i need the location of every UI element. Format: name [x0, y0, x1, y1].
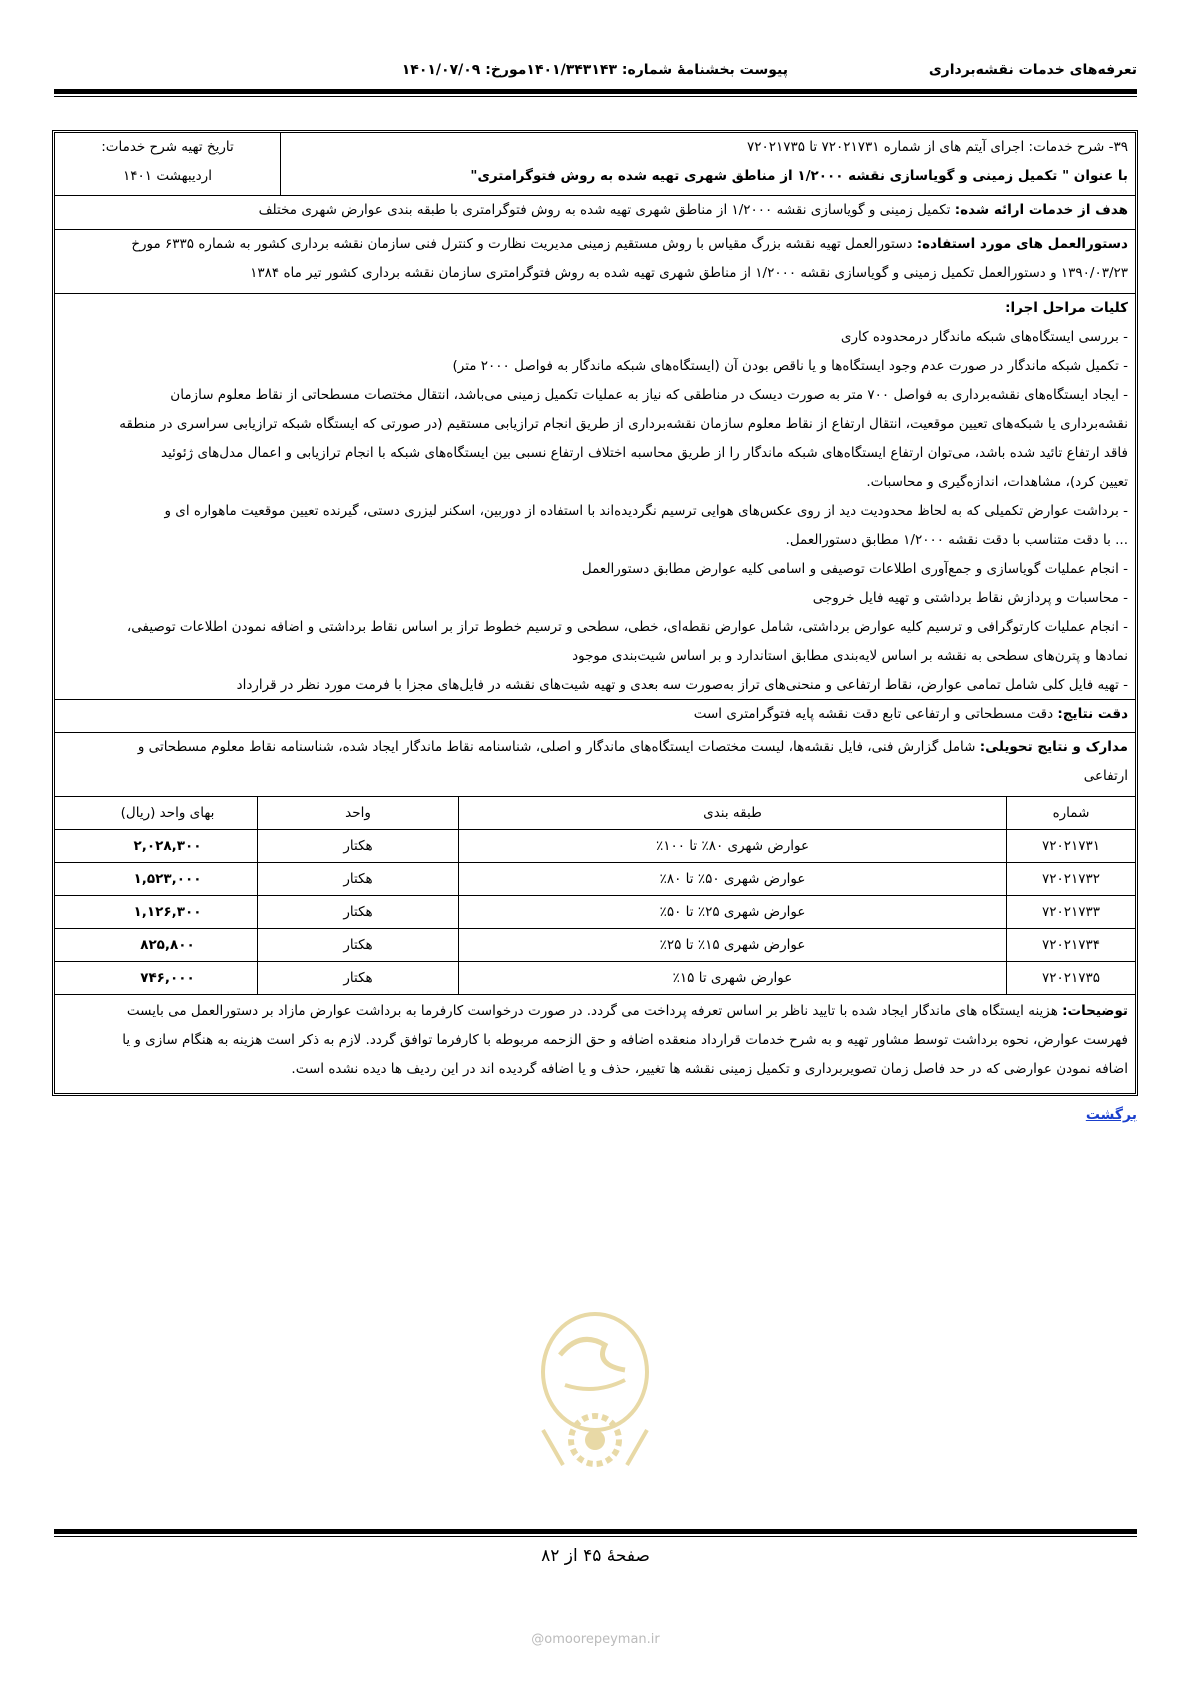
goal-label: هدف از خدمات ارائه شده: [954, 202, 1128, 218]
deliverables-line-1: شامل گزارش فنی، فایل نقشه‌ها، لیست مختصات ایستگاه‌های ماندگار و اصلی، شناسنامه نقاط ماندگار ایجاد شده، شناسنامه نقاط معلوم مسطحاتی و [137, 739, 980, 755]
steps-line: - بررسی ایستگاه‌های شبکه ماندگار درمحدوده کاری [840, 329, 1128, 345]
row-classification: عوارض شهری تا ۱۵٪ [458, 962, 1006, 994]
steps-line: - تکمیل شبکه ماندگار در صورت عدم وجود ایستگاه‌ها و یا ناقص بودن آن (ایستگاه‌های شبکه ماندگار به فواصل ۲۰۰۰ متر) [452, 358, 1128, 374]
row-price: ۱,۵۲۳,۰۰۰ [133, 871, 202, 887]
service-line-1: ۳۹- شرح خدمات: اجرای آیتم های از شماره ۷۲۰۲۱۷۳۱ تا ۷۲۰۲۱۷۳۵ [746, 139, 1128, 155]
footer-divider-thin [54, 1536, 1137, 1537]
instructions-label: دستورالعمل های مورد استفاده: [916, 236, 1128, 252]
steps-line: - محاسبات و پردازش نقاط برداشتی و تهیه فایل خروجی [812, 590, 1128, 606]
steps-line: ... با دقت متناسب با دقت نقشه ۱/۲۰۰۰ مطابق دستورالعمل. [785, 532, 1128, 548]
row-unit: هکتار [257, 896, 458, 928]
service-row [55, 133, 1135, 196]
steps-line: فاقد ارتفاع تائید شده باشد، می‌توان ارتفاع ایستگاه‌های شبکه ماندگار را از طریق محاسبه اختلاف ارتفاع نسبی بین ایستگاه‌های شبکه با انجام ترازیابی و اعمال مدل‌های ژئوئید [160, 445, 1128, 461]
steps-line: - ایجاد ایستگاه‌های نقشه‌برداری به فواصل ۷۰۰ متر به صورت دیسک در مناطقی که نیاز به عملیات تکمیل زمینی می‌باشد، انتقال مختصات مسطحاتی از نقاط معلوم سازمان [170, 387, 1128, 403]
goal-row [55, 196, 1135, 230]
site-watermark: @omoorepeyman.ir [531, 1632, 660, 1647]
row-classification: عوارض شهری ۵۰٪ تا ۸۰٪ [458, 863, 1006, 895]
row-classification: عوارض شهری ۱۵٪ تا ۲۵٪ [458, 929, 1006, 961]
goal-text: تکمیل زمینی و گویاسازی نقشه ۱/۲۰۰۰ از مناطق شهری تهیه شده به روش فتوگرامتری با طبقه بندی عوارض شهری مختلف [258, 202, 955, 218]
row-unit: هکتار [257, 929, 458, 961]
service-description [281, 133, 1135, 195]
table-row [55, 830, 1135, 863]
footer-divider [54, 1529, 1137, 1534]
seal-icon [520, 1310, 670, 1480]
header-price: بهای واحد (ریال) [120, 805, 215, 821]
row-price: ۷۴۶,۰۰۰ [140, 970, 195, 986]
steps-line: نقشه‌برداری یا شبکه‌های تعیین موقعیت، انتقال ارتفاع از نقاط معلوم سازمان نقشه‌برداری از طریق انجام ترازیابی مستقیم (در صورتی که ایستگاه شبکه ترازیابی سراسری در منطقه [119, 416, 1128, 432]
row-classification: عوارض شهری ۲۵٪ تا ۵۰٪ [458, 896, 1006, 928]
notes-row [55, 997, 1135, 1093]
service-date-label: تاریخ تهیه شرح خدمات: [101, 139, 234, 155]
row-classification: عوارض شهری ۸۰٪ تا ۱۰۰٪ [458, 830, 1006, 862]
steps-line: نمادها و پترن‌های سطحی به نقشه بر اساس لایه‌بندی مطابق استاندارد و بر اساس شیت‌بندی موجود [572, 648, 1128, 664]
header-unit: واحد [257, 797, 458, 829]
table-row [55, 863, 1135, 896]
row-price: ۸۲۵,۸۰۰ [140, 937, 195, 953]
price-table [55, 797, 1135, 996]
row-number: ۷۲۰۲۱۷۳۵ [1006, 962, 1135, 994]
accuracy-row [55, 700, 1135, 733]
page-header [54, 56, 1137, 86]
page-number: صفحهٔ ۴۵ از ۸۲ [541, 1546, 650, 1566]
accuracy-label: دقت نتایج: [1057, 706, 1128, 722]
deliverables-line-2: ارتفاعی [1083, 768, 1128, 784]
row-number: ۷۲۰۲۱۷۳۱ [1006, 830, 1135, 862]
header-circular: پیوست بخشنامهٔ شماره: ۱۴۰۱/۳۴۳۱۴۳مورخ: ۱۴۰۱/۰۷/۰۹ [401, 62, 788, 78]
service-date [55, 133, 281, 195]
table-row [55, 962, 1135, 995]
header-divider [54, 89, 1137, 94]
deliverables-label: مدارک و نتایج تحویلی: [979, 739, 1128, 755]
steps-line: - انجام عملیات کارتوگرافی و ترسیم کلیه عوارض برداشتی، شامل عوارض نقطه‌ای، خطی، سطحی و ترسیم خطوط تراز بر اساس نقاط برداشتی و اضافه نمودن اطلاعات توصیفی، [126, 619, 1128, 635]
steps-line: - تهیه فایل کلی شامل تمامی عوارض، نقاط ارتفاعی و منحنی‌های تراز به‌صورت سه بعدی و تهیه شیت‌های نقشه در فایل‌های مجزا با فرمت مورد نظر در قرارداد [236, 677, 1128, 693]
steps-label: کلیات مراحل اجرا: [1005, 300, 1128, 316]
steps-line: - برداشت عوارض تکمیلی که به لحاظ محدودیت دید از روی عکس‌های هوایی ترسیم نگردیده‌اند با استفاده از دوربین، اسکنر لیزری دستی، گیرنده تعیین موقعیت ماهواره ای و [164, 503, 1128, 519]
accuracy-text: دقت مسطحاتی و ارتفاعی تابع دقت نقشه پایه فتوگرامتری است [693, 706, 1058, 722]
notes-label: توضیحات: [1062, 1003, 1128, 1019]
table-row [55, 896, 1135, 929]
notes-line-1: هزینه ایستگاه های ماندگار ایجاد شده با تایید ناظر بر اساس تعرفه پرداخت می گردد. در صورت درخواست کارفرما به برداشت عوارض مازاد بر دستورالعمل می بایست [126, 1003, 1063, 1019]
header-classification: طبقه بندی [458, 797, 1006, 829]
row-price: ۲,۰۲۸,۳۰۰ [133, 838, 202, 854]
instructions-line-1: دستورالعمل تهیه نقشه بزرگ مقیاس با روش مستقیم زمینی مدیریت نظارت و کنترل فنی سازمان نقشه برداری کشور به شماره ۶۳۳۵ مورخ [131, 236, 917, 252]
instructions-line-2: ۱۳۹۰/۰۳/۲۳ و دستورالعمل تکمیل زمینی و گویاسازی نقشه ۱/۲۰۰۰ از مناطق شهری تهیه شده به روش فتوگرامتری سازمان نقشه برداری کشور تیر ماه ۱۳۸۴ [250, 265, 1128, 281]
header-number: شماره [1006, 797, 1135, 829]
row-unit: هکتار [257, 863, 458, 895]
steps-line: - انجام عملیات گویاسازی و جمع‌آوری اطلاعات توصیفی و اسامی کلیه عوارض مطابق دستورالعمل [581, 561, 1128, 577]
table-header-row [55, 797, 1135, 830]
row-number: ۷۲۰۲۱۷۳۴ [1006, 929, 1135, 961]
row-unit: هکتار [257, 962, 458, 994]
service-line-2: با عنوان " تکمیل زمینی و گویاسازی نقشه ۱/۲۰۰۰ از مناطق شهری تهیه شده به روش فتوگرامتری" [470, 168, 1128, 184]
service-frame [52, 130, 1138, 1096]
notes-line-3: اضافه نمودن عوارضی که در حد فاصل زمان تصویربرداری و تکمیل زمینی نقشه ها تغییر، حذف و یا اضافه گردیده اند در این ردیف ها دیده نشده است. [291, 1061, 1128, 1077]
row-number: ۷۲۰۲۱۷۳۲ [1006, 863, 1135, 895]
table-row [55, 929, 1135, 962]
row-unit: هکتار [257, 830, 458, 862]
instructions-row [55, 230, 1135, 294]
header-title: تعرفه‌های خدمات نقشه‌برداری [928, 62, 1137, 78]
row-price: ۱,۱۲۶,۳۰۰ [133, 904, 202, 920]
deliverables-row [55, 733, 1135, 797]
back-link[interactable]: برگشت [1085, 1107, 1137, 1123]
row-number: ۷۲۰۲۱۷۳۳ [1006, 896, 1135, 928]
steps-line: تعیین کرد)، مشاهدات، اندازه‌گیری و محاسبات. [866, 474, 1128, 490]
notes-line-2: فهرست عوارض، نحوه برداشت توسط مشاور تهیه و به شرح خدمات قرارداد منعقده اضافه و حق الزحمه مربوطه با کارفرما توافق گردد. لازم به ذکر است هزینه به هنگام سازی و یا [122, 1032, 1128, 1048]
header-divider-thin [54, 96, 1137, 97]
steps-row [55, 294, 1135, 700]
service-date-value: اردیبهشت ۱۴۰۱ [123, 168, 212, 184]
